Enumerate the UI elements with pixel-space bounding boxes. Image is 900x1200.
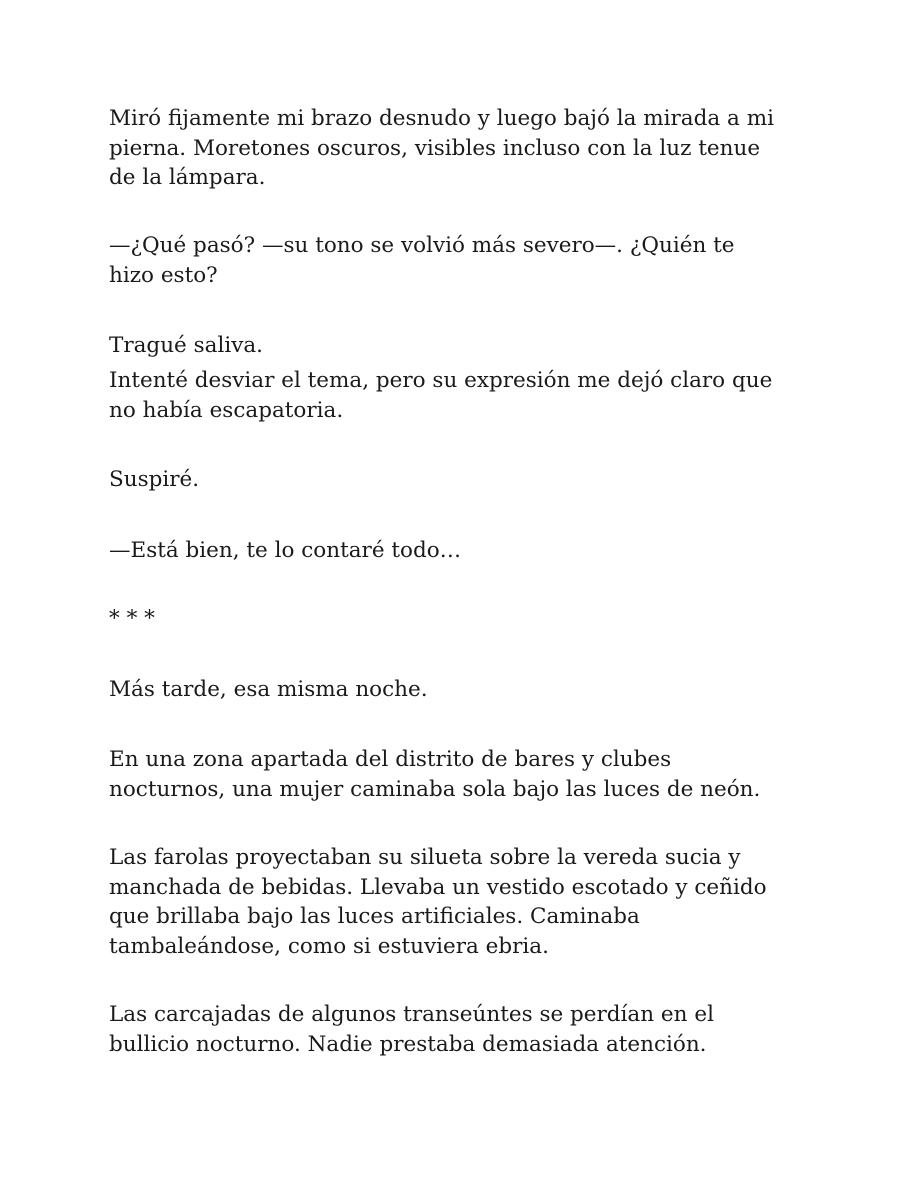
paragraph: —Está bien, te lo contaré todo…	[109, 538, 462, 563]
paragraph: Intenté desviar el tema, pero su expresión me dejó claro que no había escapatoria.	[109, 368, 773, 423]
paragraph: Suspiré.	[109, 467, 200, 492]
paragraph: Miró fijamente mi brazo desnudo y luego bajó la mirada a mi pierna. Moretones oscuros, visibles incluso con la luz tenue de la lámpara.	[109, 106, 774, 190]
paragraph: Las carcajadas de algunos transeúntes se perdían en el bullicio nocturno. Nadie prestaba demasiada atención.	[109, 1002, 714, 1057]
paragraph: Las farolas proyectaban su silueta sobre la vereda sucia y manchada de bebidas. Llevaba un vestido escotado y ceñido que brillaba bajo las luces artificiales. Caminaba tambaleándose, como si estuviera ebria.	[109, 845, 767, 959]
paragraph: En una zona apartada del distrito de bares y clubes nocturnos, una mujer caminaba sola bajo las luces de neón.	[109, 747, 761, 802]
paragraph: Tragué saliva.	[109, 333, 264, 358]
section-break: * * *	[109, 606, 155, 631]
paragraph: Más tarde, esa misma noche.	[109, 677, 428, 702]
paragraph: —¿Qué pasó? —su tono se volvió más severo—. ¿Quién te hizo esto?	[109, 233, 735, 288]
